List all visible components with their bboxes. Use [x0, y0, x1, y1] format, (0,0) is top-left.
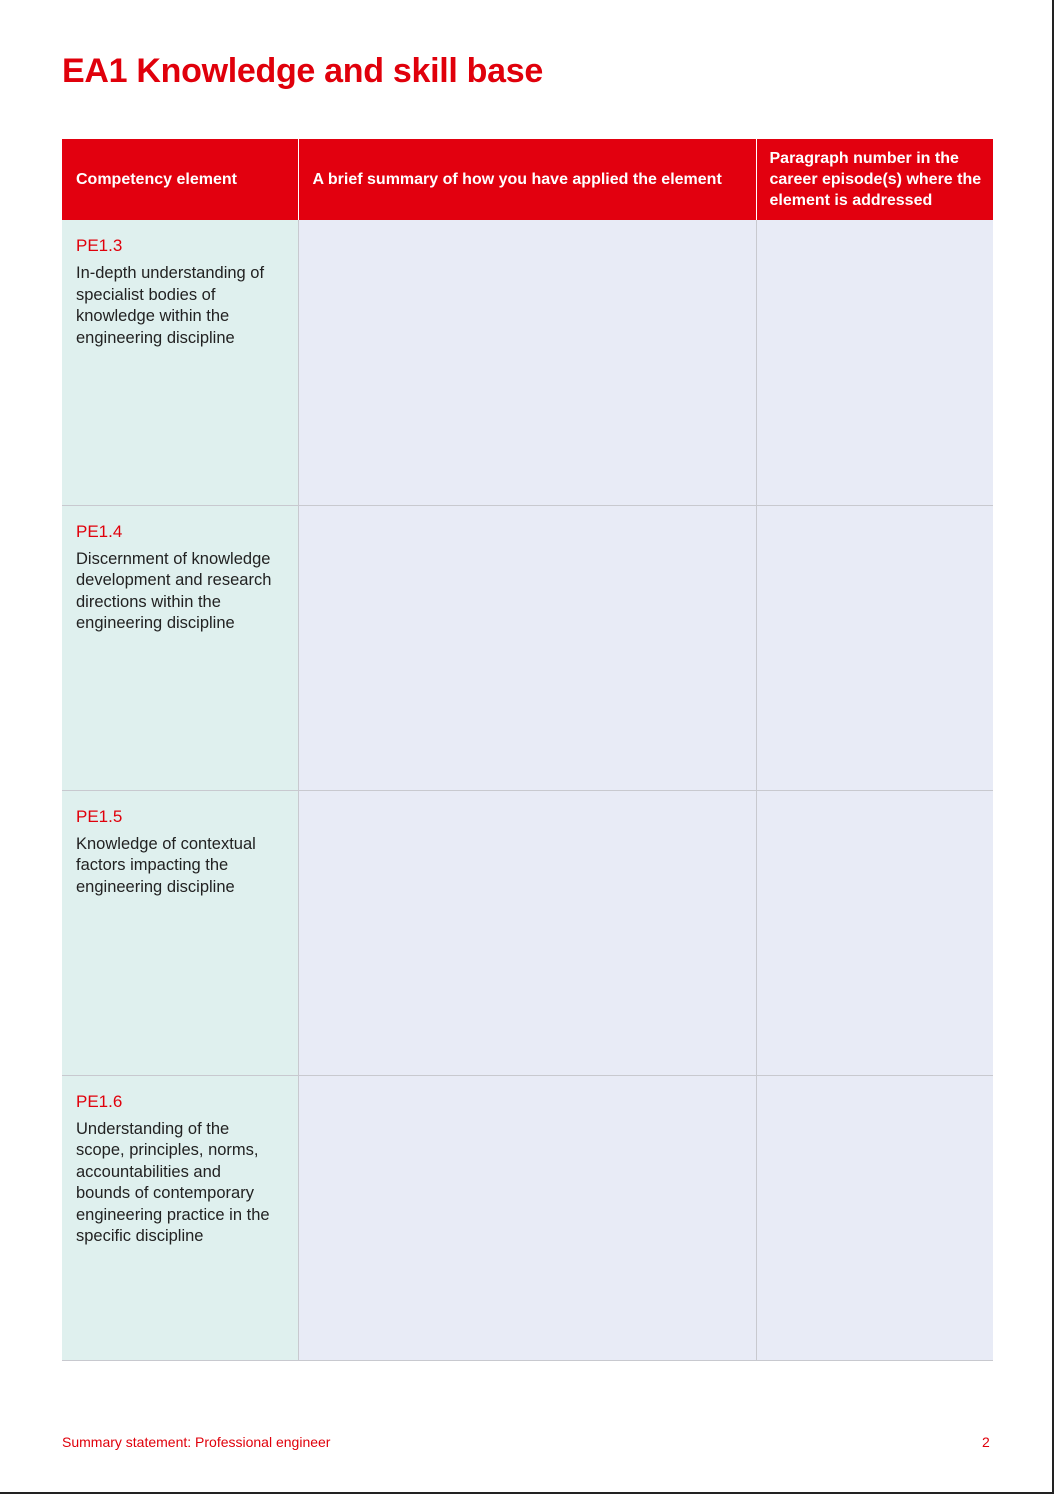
paragraph-number-cell[interactable] — [756, 1075, 993, 1360]
summary-cell[interactable] — [298, 220, 756, 505]
header-paragraph-number: Paragraph number in the career episode(s) where the element is addressed — [756, 139, 993, 220]
table-row — [62, 1075, 993, 1360]
paragraph-number-cell[interactable] — [756, 505, 993, 790]
competency-description: Knowledge of contextual factors impacting the engineering discipline — [76, 834, 256, 896]
competency-cell — [62, 220, 298, 505]
table-header-row — [62, 139, 993, 220]
competency-table — [62, 139, 993, 1361]
competency-cell — [62, 790, 298, 1075]
page-title: EA1 Knowledge and skill base — [62, 52, 543, 90]
paragraph-number-cell[interactable] — [756, 220, 993, 505]
competency-code: PE1.6 — [76, 1091, 123, 1111]
competency-description: Understanding of the scope, principles, norms, accountabilities and bounds of contemporary engineering practice in the specific discipline — [76, 1119, 270, 1245]
competency-cell — [62, 1075, 298, 1360]
summary-cell[interactable] — [298, 505, 756, 790]
competency-cell — [62, 505, 298, 790]
footer-page-number: 2 — [982, 1434, 990, 1450]
table-row — [62, 220, 993, 505]
competency-code: PE1.5 — [76, 806, 123, 826]
competency-code: PE1.4 — [76, 521, 123, 541]
table-row — [62, 505, 993, 790]
competency-description: In-depth understanding of specialist bodies of knowledge within the engineering discipline — [76, 264, 265, 347]
paragraph-number-cell[interactable] — [756, 790, 993, 1075]
header-competency-element: Competency element — [62, 139, 298, 220]
summary-cell[interactable] — [298, 790, 756, 1075]
competency-description: Discernment of knowledge development and research directions within the engineering discipline — [76, 549, 272, 632]
competency-code: PE1.3 — [76, 236, 123, 255]
header-summary: A brief summary of how you have applied the element — [298, 139, 756, 220]
footer-document-name: Summary statement: Professional engineer — [62, 1434, 331, 1450]
table-row — [62, 790, 993, 1075]
summary-cell[interactable] — [298, 1075, 756, 1360]
